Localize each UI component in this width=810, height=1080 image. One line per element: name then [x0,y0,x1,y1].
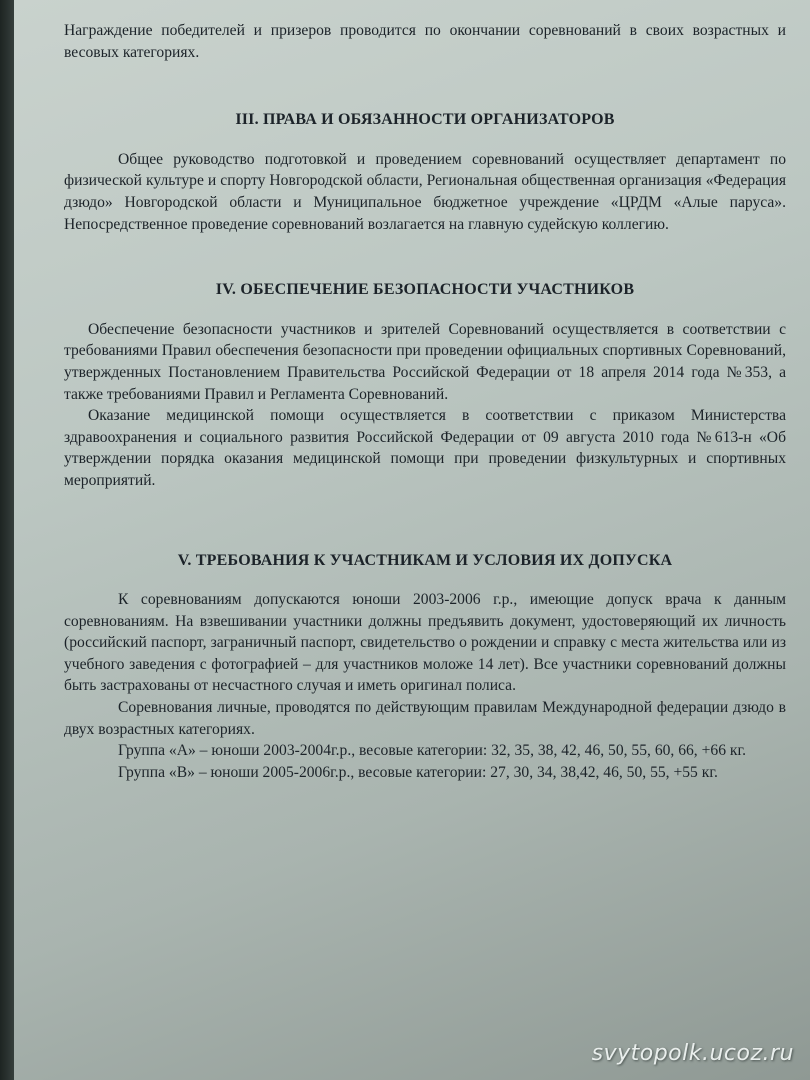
section-5-paragraph-2: Соревнования личные, проводятся по действующим правилам Международной федерации дзюдо в двух возрастных категориях. [64,699,786,738]
section-4-paragraph-1: Обеспечение безопасности участников и зрителей Соревнований осуществляется в соответствии с требованиями Правил обеспечения безопасности при проведении официальных спортивных Соревнований, утвержденных Постановлением Правительства Российской Федерации от 18 апреля 2014 года №353, а также требованиями Правил и Регламента Соревнований. [64,320,786,403]
section-3-paragraph: Общее руководство подготовкой и проведением соревнований осуществляет департамент по физической культуре и спорту Новгородской области, Региональная общественная организация «Федерация дзюдо» Новгородской области и Муниципальное бюджетное учреждение «ЦРДМ «Алые паруса». Непосредственное проведение соревнований возлагается на главную судейскую коллегию. [64,150,786,233]
section-4-heading: IV. ОБЕСПЕЧЕНИЕ БЕЗОПАСНОСТИ УЧАСТНИКОВ [215,281,635,299]
section-5-group-b: Группа «В» – юноши 2005-2006г.р., весовые категории: 27, 30, 34, 38,42, 46, 50, 55, +55 кг. [118,763,718,781]
intro-paragraph: Награждение победителей и призеров проводится по окончании соревнований в своих возрастных и весовых категориях. [64,22,786,61]
section-4-paragraph-2: Оказание медицинской помощи осуществляется в соответствии с приказом Министерства здравоохранения и социального развития Российской Федерации от 09 августа 2010 года №613-н «Об утверждении порядка оказания медицинской помощи при проведении физкультурных и спортивных мероприятий. [64,407,786,489]
document-content [64,20,786,783]
section-5-heading: V. ТРЕБОВАНИЯ К УЧАСТНИКАМ И УСЛОВИЯ ИХ ДОПУСКА [177,551,673,569]
section-3-heading: III. ПРАВА И ОБЯЗАННОСТИ ОРГАНИЗАТОРОВ [235,111,615,129]
section-5-paragraph-1: К соревнованиям допускаются юноши 2003-2006 г.р., имеющие допуск врача к данным соревнованиям. На взвешивании участники должны предъявить документ, удостоверяющий их личность (российский паспорт, заграничный паспорт, свидетельство о рождении и справку с места жительства или из учебного заведения с фотографией – для участников моложе 14 лет). Все участники соревнований должны быть застрахованы от несчастного случая и иметь оригинал полиса. [64,591,786,695]
section-5-group-a: Группа «А» – юноши 2003-2004г.р., весовые категории: 32, 35, 38, 42, 46, 50, 55, 60, 66, +66 кг. [118,742,747,760]
site-watermark: svytopolk.ucoz.ru [591,1041,794,1066]
document-page [14,0,810,1080]
